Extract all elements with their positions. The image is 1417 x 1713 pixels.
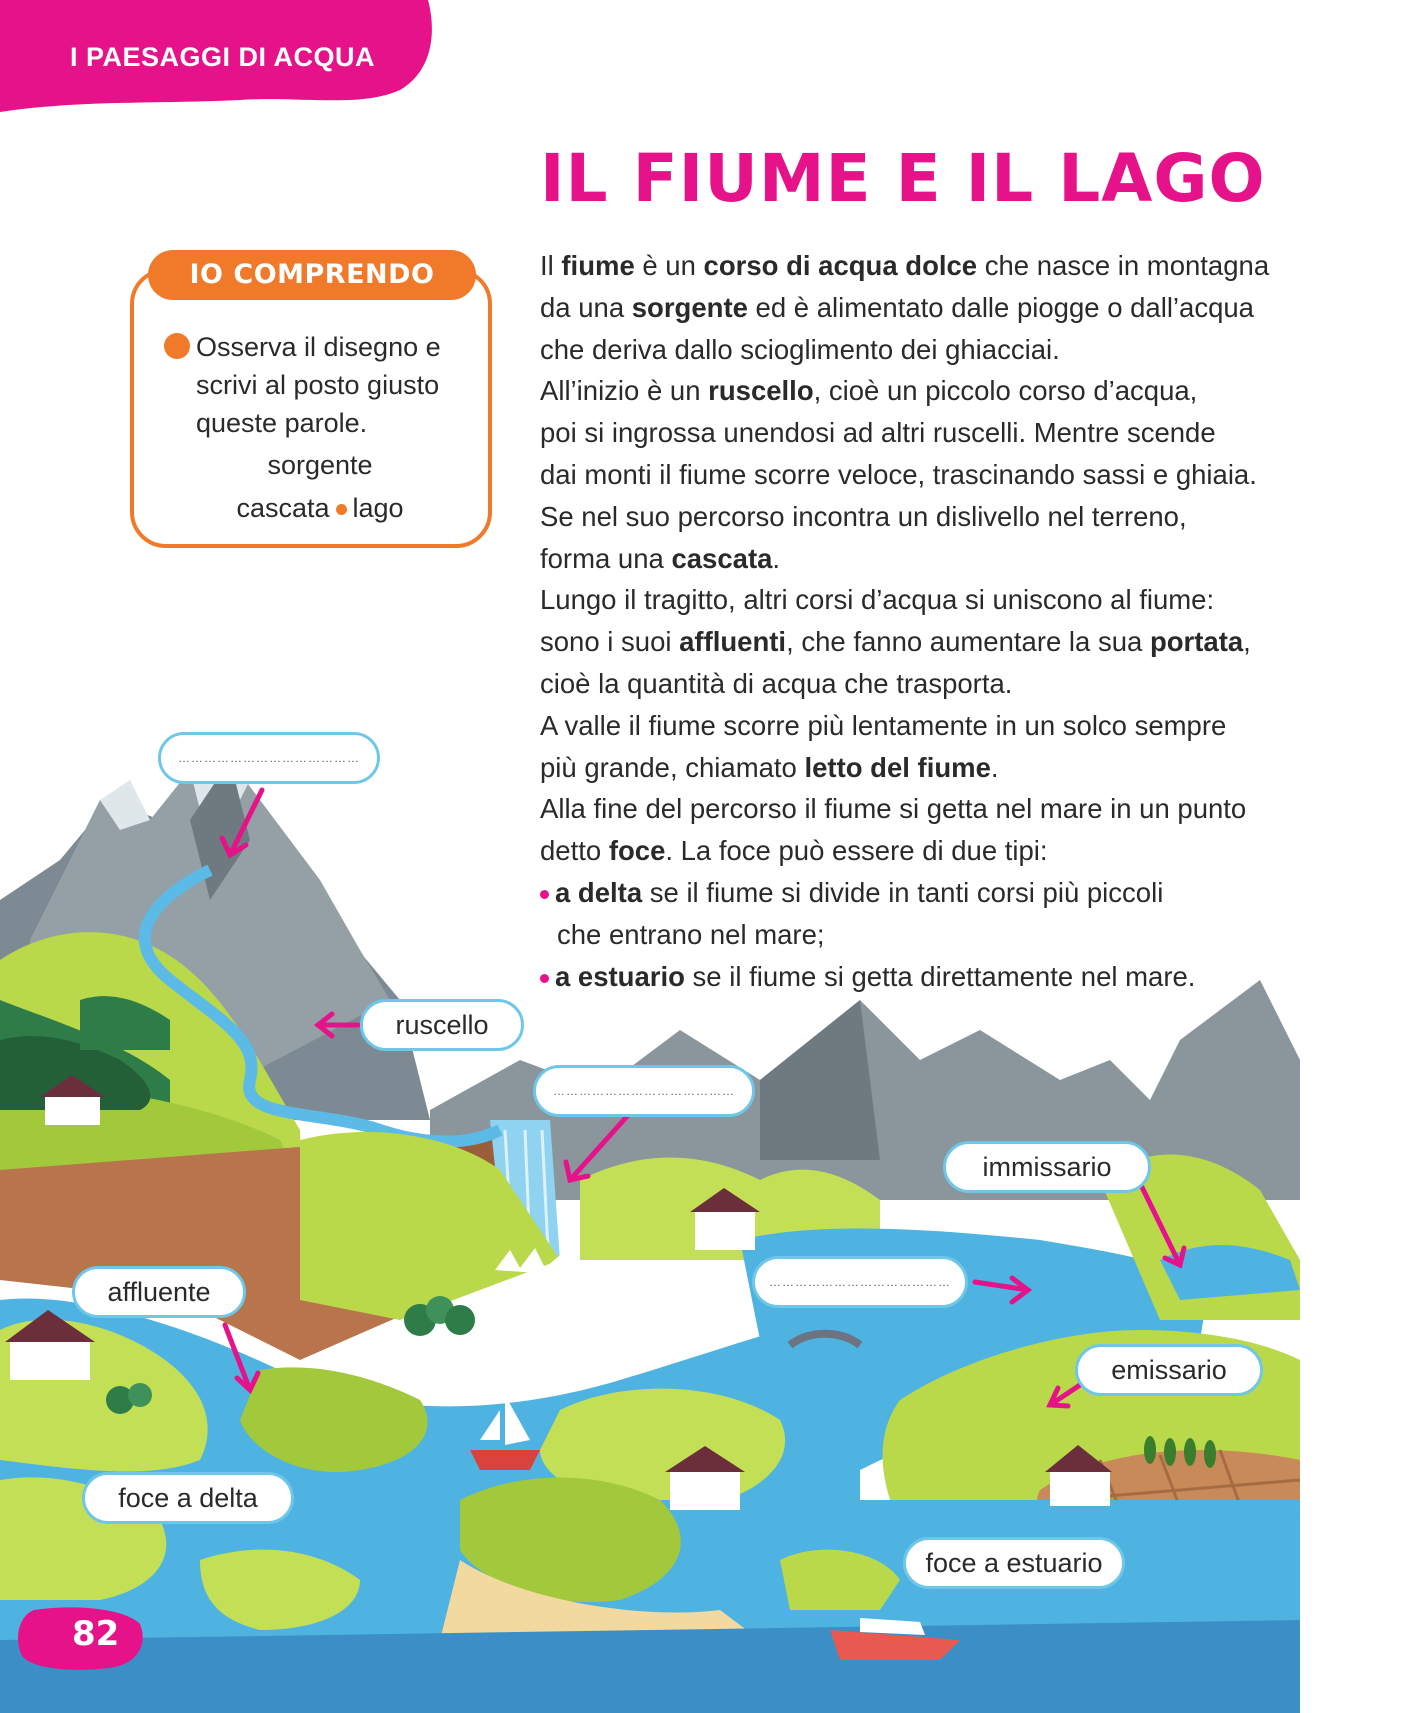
label-ruscello: ruscello [360, 999, 524, 1051]
text-line: All’inizio è un ruscello, cioè un piccolo corso d’acqua, [540, 375, 1198, 407]
text-line: sono i suoi affluenti, che fanno aumentare la sua portata, [540, 626, 1251, 658]
section-title: I PAESAGGI DI ACQUA [70, 42, 376, 72]
label-affluente: affluente [72, 1266, 246, 1318]
word-sorgente: sorgente [267, 450, 373, 480]
bullet-item-delta: a delta se il fiume si divide in tanti corsi più piccoli [540, 872, 1360, 914]
text-line: che entrano nel mare; [557, 918, 825, 950]
word-cascata: cascata [236, 493, 330, 523]
text-line: detto foce. La foce può essere di due tipi: [540, 835, 1048, 867]
text-line: Lungo il tragitto, altri corsi d’acqua si uniscono al fiume: [540, 584, 1215, 616]
text-line: Se nel suo percorso incontra un dislivello nel terreno, [540, 500, 1187, 532]
text-line: poi si ingrossa unendosi ad altri ruscelli. Mentre scende [540, 417, 1216, 449]
text-line: cioè la quantità di acqua che trasporta. [540, 667, 1013, 699]
bullet-item-estuario: a estuario se il fiume si getta direttamente nel mare. [540, 956, 1360, 998]
text-line: A valle il fiume scorre più lentamente in un solco sempre [540, 709, 1227, 741]
activity-heading: IO COMPRENDO [148, 250, 476, 300]
text-line: Il fiume è un corso di acqua dolce che nasce in montagna [540, 250, 1270, 281]
blank-label-lago[interactable]: …………………………………… [752, 1256, 968, 1308]
text-line: da una sorgente ed è alimentato dalle piogge o dall’acqua [540, 291, 1254, 323]
page-title: IL FIUME E IL LAGO [540, 140, 1266, 217]
label-immissario: immissario [943, 1141, 1151, 1193]
text-line: dai monti il fiume scorre veloce, trascinando sassi e ghiaia. [540, 458, 1257, 490]
label-foce-a-delta: foce a delta [82, 1472, 294, 1524]
text-line: forma una cascata. [540, 542, 781, 574]
page-number: 82 [72, 1614, 120, 1654]
activity-instruction: Osserva il disegno e scrivi al posto giusto queste parole. [196, 332, 441, 438]
label-emissario: emissario [1075, 1344, 1263, 1396]
blank-label-cascata[interactable]: …………………………………… [533, 1065, 755, 1117]
blank-label-sorgente[interactable]: …………………………………… [158, 732, 380, 784]
text-line: più grande, chiamato letto del fiume. [540, 751, 999, 783]
label-foce-a-estuario: foce a estuario [903, 1537, 1125, 1589]
word-lago: lago [352, 493, 404, 523]
page-number-badge [14, 1604, 146, 1672]
text-line: Alla fine del percorso il fiume si getta nel mare in un punto [540, 793, 1247, 825]
text-line: che deriva dallo scioglimento dei ghiacciai. [540, 333, 1060, 365]
